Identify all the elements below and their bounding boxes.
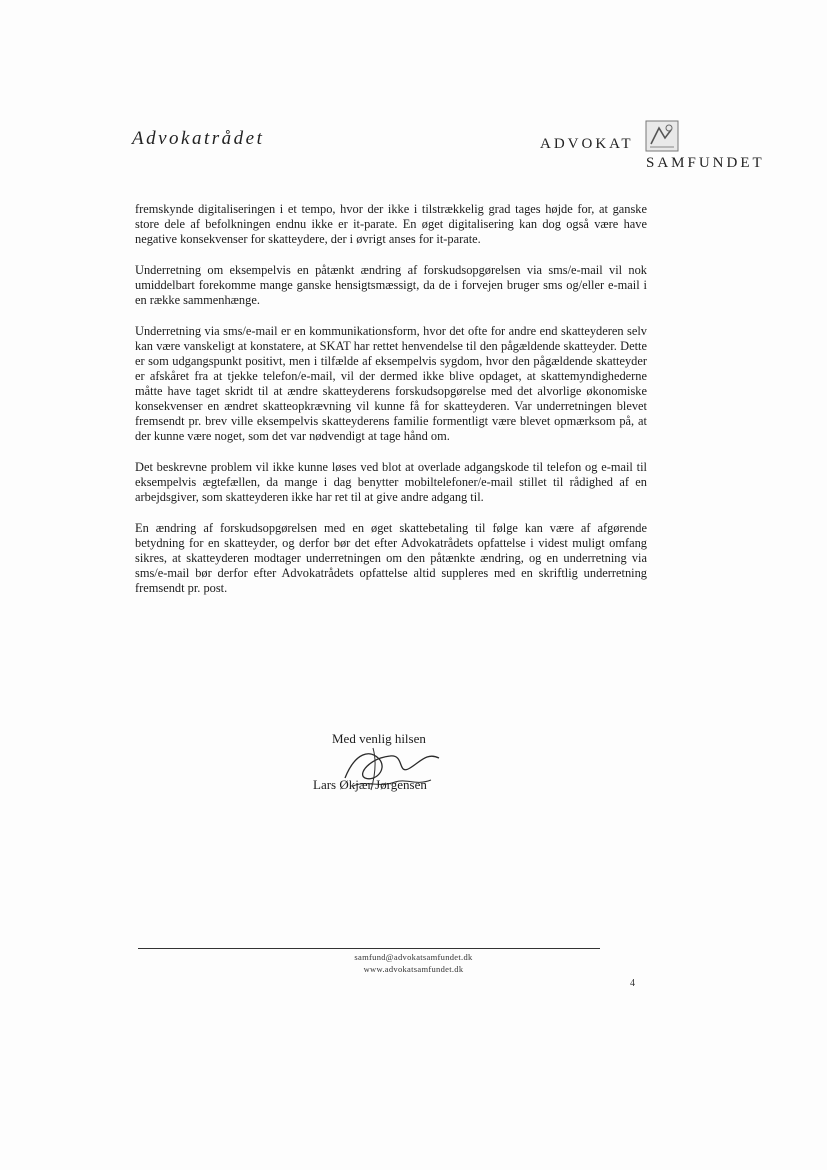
footer-website: www.advokatsamfundet.dk (363, 964, 464, 974)
body-paragraph: Underretning via sms/e-mail er en kommunikationsform, hvor det ofte for andre end skatteyderen selv kan være vanskeligt at konstatere, at SKAT har rettet henvendelse til den pågældende skatteyder. Dette er som udgangspunkt positivt, men i tilfælde af eksempelvis sygdom, hvor den pågældende skatteyder er afskåret fra at tjekke telefon/e-mail, vil der dermed ikke blive opdaget, at skattemyndighederne måtte have taget skridt til at ændre skatteyderens forskudsopgørelse med det alvorlige økonomiske konsekvenser en ændret skatteopkrævning vil kunne få for skatteyderen. Var underretningen blevet fremsendt pr. brev ville eksempelvis skatteyderens familie formentligt være blevet opmærksom på, at der kunne være noget, som det var nødvendigt at tage hånd om. (135, 324, 647, 443)
page-number: 4 (630, 978, 635, 989)
logo-word-samfundet: SAMFUNDET (646, 155, 765, 171)
signer-name: Lars Økjær Jørgensen (313, 777, 427, 792)
body-paragraph: Underretning om eksempelvis en påtænkt ændring af forskudsopgørelsen via sms/e-mail vil nok umiddelbart forekomme mange ganske hensigtsmæssigt, da de i forvejen bruger sms og/eller e-mail i en række sammenhænge. (135, 263, 647, 307)
footer-email: samfund@advokatsamfundet.dk (354, 952, 473, 962)
advokatraadet-title: Advokatrådet (132, 128, 265, 149)
advokatsamfundet-logo-icon (645, 120, 679, 152)
closing-greeting: Med venlig hilsen (332, 731, 426, 746)
advokatsamfundet-logo (540, 120, 780, 180)
body-paragraph: Det beskrevne problem vil ikke kunne løses ved blot at overlade adgangskode til telefon og e-mail til eksempelvis ægtefællen, da mange i dag benytter mobiltelefoner/e-mail stillet til rådighed af en arbejdsgiver, som skatteyderen ikke har ret til at give andre adgang til. (135, 460, 647, 504)
body-paragraph: fremskynde digitaliseringen i et tempo, hvor der ikke i tilstrækkelig grad tages højde for, at ganske store dele af befolkningen endnu ikke er it-parate. En øget digitalisering kan dog også være have negative konsekvenser for skatteydere, der i øvrigt anses for it-parate. (135, 202, 647, 246)
logo-word-advokat: ADVOKAT (540, 136, 634, 152)
body-paragraph: En ændring af forskudsopgørelsen med en øget skattebetaling til følge kan være af afgørende betydning for en skatteyder, og derfor bør det efter Advokatrådets opfattelse i videst muligt omfang sikres, at skatteyderen modtager underretningen om den påtænkte ændring, og en underretning via sms/e-mail bør derfor efter Advokatrådets opfattelse altid suppleres med en skriftlig underretning fremsendt pr. post. (135, 521, 647, 595)
footer-divider (138, 948, 600, 949)
letter-body (135, 202, 647, 612)
